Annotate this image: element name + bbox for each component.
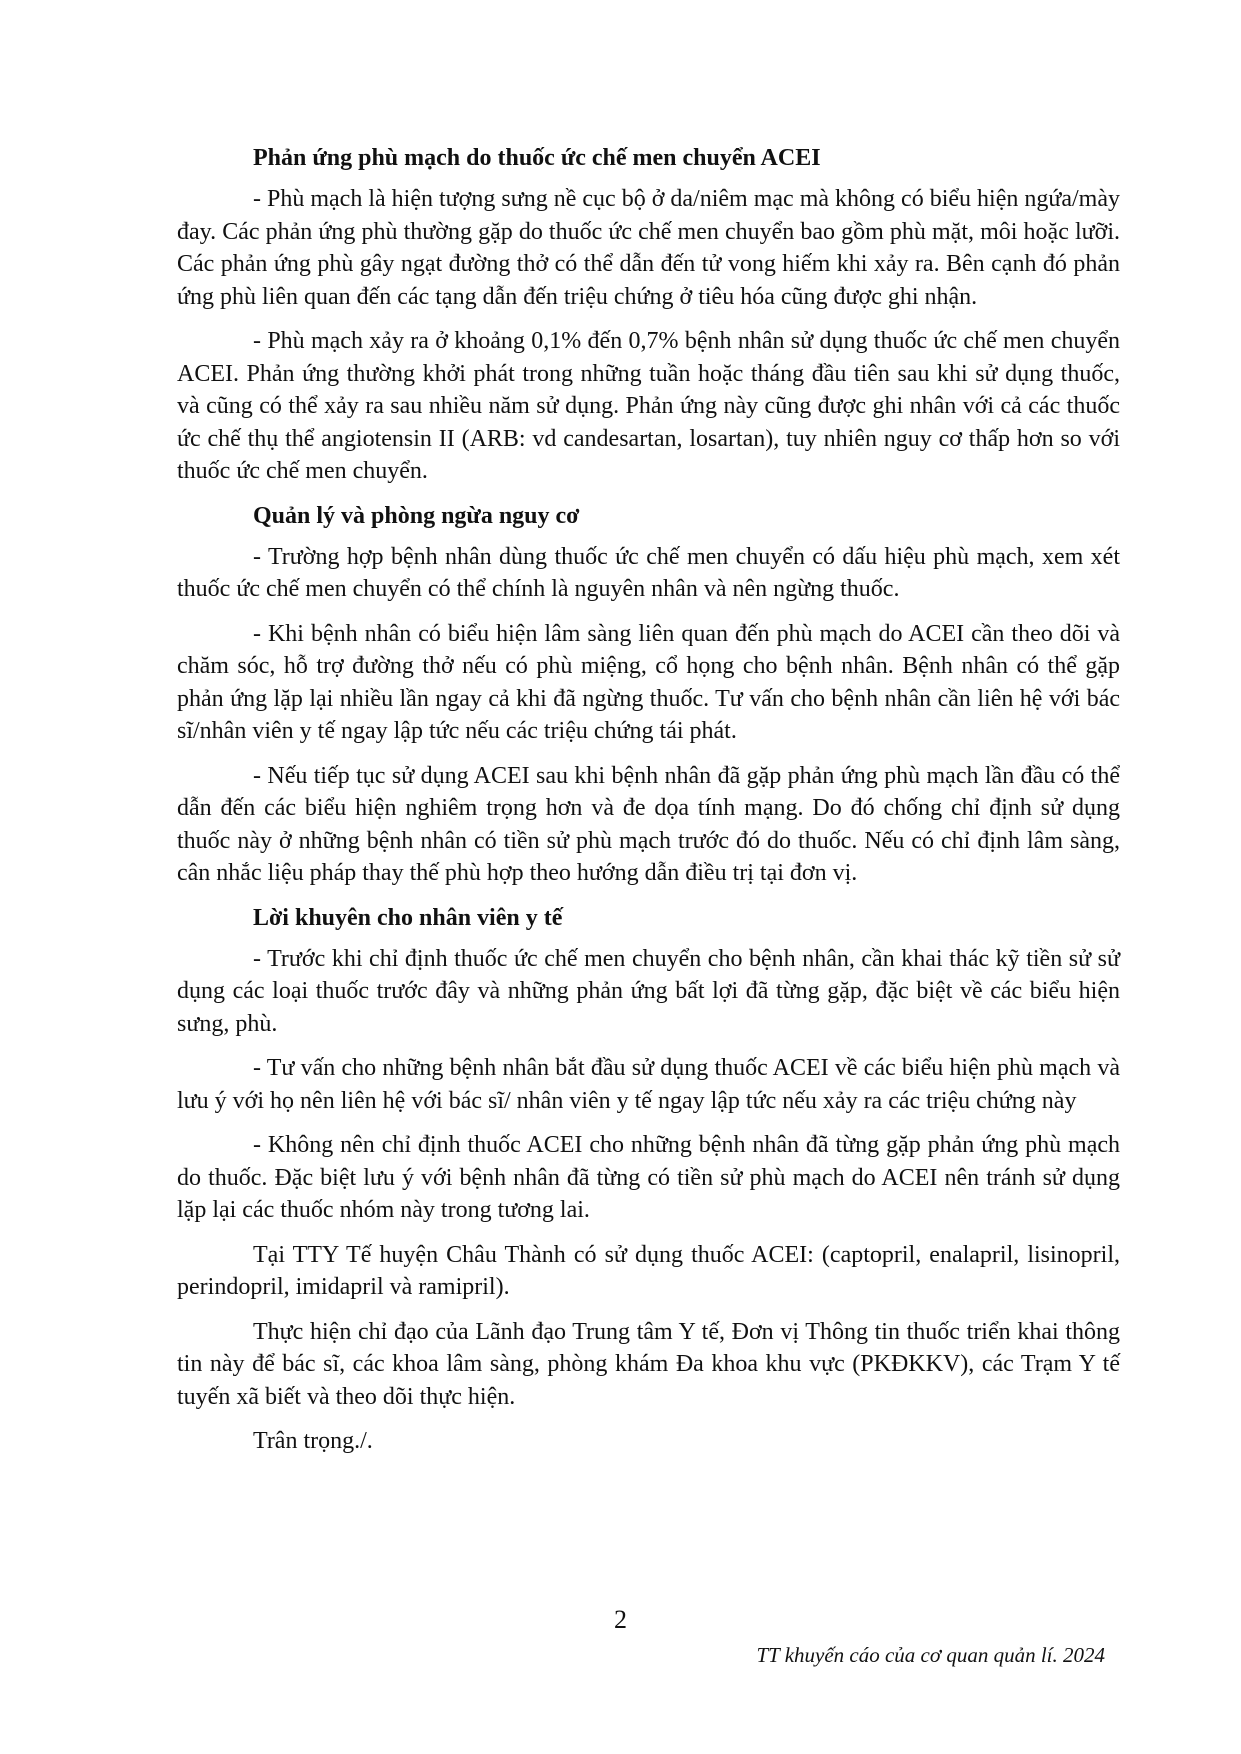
page-number: 2	[614, 1605, 627, 1634]
paragraph: - Không nên chỉ định thuốc ACEI cho những bệnh nhân đã từng gặp phản ứng phù mạch do thuốc. Đặc biệt lưu ý với bệnh nhân đã từng có tiền sử phù mạch do ACEI nên tránh sử dụng lặp lại các thuốc nhóm này trong tương lai.	[177, 1132, 1120, 1223]
section-staff-advice	[177, 902, 1120, 1458]
paragraph: - Tư vấn cho những bệnh nhân bắt đầu sử dụng thuốc ACEI về các biểu hiện phù mạch và lưu ý với họ nên liên hệ với bác sĩ/ nhân viên y tế ngay lập tức nếu xảy ra các triệu chứng này	[177, 1055, 1120, 1114]
closing-line: Trân trọng./.	[253, 1428, 373, 1454]
section-heading: Lời khuyên cho nhân viên y tế	[253, 904, 563, 931]
paragraph: Tại TTY Tế huyện Châu Thành có sử dụng thuốc ACEI: (captopril, enalapril, lisinopril, perindopril, imidapril và ramipril).	[177, 1241, 1120, 1300]
document-body	[177, 142, 1120, 1470]
footer-note: TT khuyến cáo của cơ quan quản lí. 2024	[756, 1643, 1105, 1667]
paragraph: - Nếu tiếp tục sử dụng ACEI sau khi bệnh nhân đã gặp phản ứng phù mạch lần đầu có thể dẫn đến các biểu hiện nghiêm trọng hơn và đe dọa tính mạng. Do đó chống chỉ định sử dụng thuốc này ở những bệnh nhân có tiền sử phù mạch trước đó do thuốc. Nếu có chỉ định lâm sàng, cân nhắc liệu pháp thay thế phù hợp theo hướng dẫn điều trị tại đơn vị.	[177, 762, 1120, 886]
section-risk-management	[177, 500, 1120, 890]
section-acei-angioedema	[177, 142, 1120, 488]
paragraph: - Trường hợp bệnh nhân dùng thuốc ức chế men chuyển có dấu hiệu phù mạch, xem xét thuốc ức chế men chuyển có thể chính là nguyên nhân và nên ngừng thuốc.	[177, 543, 1120, 602]
paragraph: Thực hiện chỉ đạo của Lãnh đạo Trung tâm Y tế, Đơn vị Thông tin thuốc triển khai thông tin này để bác sĩ, các khoa lâm sàng, phòng khám Đa khoa khu vực (PKĐKKV), các Trạm Y tế tuyến xã biết và theo dõi thực hiện.	[177, 1318, 1120, 1410]
section-heading: Phản ứng phù mạch do thuốc ức chế men chuyển ACEI	[253, 145, 821, 171]
paragraph: - Khi bệnh nhân có biểu hiện lâm sàng liên quan đến phù mạch do ACEI cần theo dõi và chăm sóc, hỗ trợ đường thở nếu có phù miệng, cổ họng cho bệnh nhân. Bệnh nhân có thể gặp phản ứng lặp lại nhiều lần ngay cả khi đã ngừng thuốc. Tư vấn cho bệnh nhân cần liên hệ với bác sĩ/nhân viên y tế ngay lập tức nếu các triệu chứng tái phát.	[177, 620, 1120, 744]
section-heading: Quản lý và phòng ngừa nguy cơ	[253, 502, 580, 529]
paragraph: - Phù mạch là hiện tượng sưng nề cục bộ ở da/niêm mạc mà không có biểu hiện ngứa/mày đay. Các phản ứng phù thường gặp do thuốc ức chế men chuyển bao gồm phù mặt, môi hoặc lưỡi. Các phản ứng phù gây ngạt đường thở có thể dẫn đến tử vong hiếm khi xảy ra. Bên cạnh đó phản ứng phù liên quan đến các tạng dẫn đến triệu chứng ở tiêu hóa cũng được ghi nhận.	[177, 186, 1120, 310]
paragraph: - Trước khi chỉ định thuốc ức chế men chuyển cho bệnh nhân, cần khai thác kỹ tiền sử sử dụng các loại thuốc trước đây và những phản ứng bất lợi đã từng gặp, đặc biệt về các biểu hiện sưng, phù.	[177, 945, 1120, 1037]
paragraph: - Phù mạch xảy ra ở khoảng 0,1% đến 0,7% bệnh nhân sử dụng thuốc ức chế men chuyển ACEI. Phản ứng thường khởi phát trong những tuần hoặc tháng đầu tiên sau khi sử dụng thuốc, và cũng có thể xảy ra sau nhiều năm sử dụng. Phản ứng này cũng được ghi nhân với cả các thuốc ức chế thụ thể angiotensin II (ARB: vd candesartan, losartan), tuy nhiên nguy cơ thấp hơn so với thuốc ức chế men chuyển.	[177, 328, 1120, 484]
